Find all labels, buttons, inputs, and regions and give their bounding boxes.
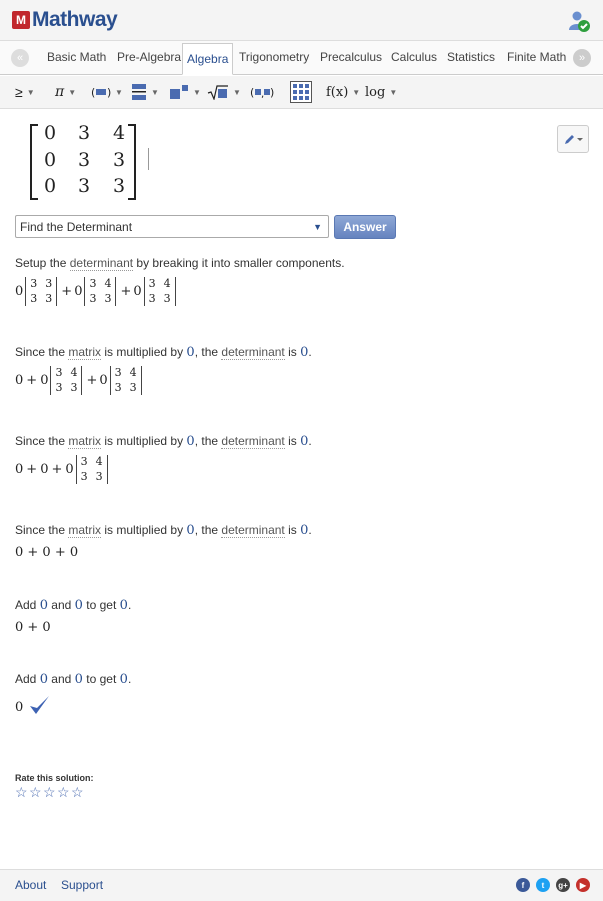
chevron-down-icon: ▼ [151, 87, 159, 97]
ordered-pair-icon [250, 85, 274, 99]
function-menu[interactable] [326, 76, 360, 108]
problem-type-select[interactable] [15, 215, 329, 238]
chevron-down-icon: ▼ [389, 87, 398, 97]
definition-link[interactable]: matrix [68, 345, 102, 359]
matrix-cell: 3 [77, 122, 91, 144]
svg-text:): ) [270, 86, 274, 99]
matrix-cell: 0 [43, 122, 57, 144]
inequality-menu[interactable] [15, 76, 35, 108]
definition-link[interactable]: determinant [221, 434, 285, 448]
selected-option: Find the Determinant [20, 220, 133, 234]
tab-finite-math[interactable]: Finite Math [507, 50, 567, 64]
step-6-text: Add 0 and 0 to get 0. [15, 672, 132, 687]
about-link[interactable]: About [15, 878, 47, 892]
footer [0, 869, 603, 901]
star-icon[interactable]: ☆ [43, 784, 56, 800]
matrix-cell: 4 [112, 122, 126, 144]
svg-text:): ) [107, 86, 111, 98]
step-2-expression: 0 + 0 3 4 3 3 + 0 3 4 3 3 [15, 366, 144, 395]
star-icon[interactable]: ☆ [57, 784, 70, 800]
tab-precalculus[interactable]: Precalculus [320, 50, 383, 64]
step-3-expression: 0 + 0 + 0 3 4 3 3 [15, 455, 110, 484]
tab-trigonometry[interactable]: Trigonometry [239, 50, 310, 64]
square-root-icon [207, 84, 229, 100]
tab-calculus[interactable]: Calculus [391, 50, 438, 64]
function-icon: f(x) [326, 84, 349, 100]
tabs-prev-button[interactable]: « [11, 49, 29, 67]
chevron-down-icon: ▼ [115, 87, 123, 97]
chevron-down-icon: ▼ [313, 222, 322, 232]
final-answer: 0 [15, 700, 24, 715]
svg-text:(: ( [91, 86, 96, 98]
parentheses-icon [91, 86, 111, 98]
chevron-down-icon: ▼ [352, 87, 361, 97]
exponent-icon [169, 84, 189, 100]
step-4-text: Since the matrix is multiplied by 0, the determinant is 0. [15, 523, 312, 538]
matrix-cell: 3 [112, 175, 126, 197]
log-menu[interactable] [365, 76, 397, 108]
exponent-menu[interactable] [169, 76, 201, 108]
tab-statistics[interactable]: Statistics [447, 50, 496, 64]
star-icon[interactable]: ☆ [15, 784, 28, 800]
step-3-text: Since the matrix is multiplied by 0, the determinant is 0. [15, 434, 312, 449]
greater-equal-icon: ≥ [15, 84, 23, 100]
chevron-down-icon: ▼ [26, 87, 35, 97]
matrix-cell: 0 [43, 149, 57, 171]
brackets-menu[interactable] [91, 76, 123, 108]
rate-label: Rate this solution: [15, 773, 94, 783]
matrix-cell: 3 [77, 149, 91, 171]
answer-button[interactable]: Answer [334, 215, 396, 239]
twitter-icon[interactable]: t [536, 878, 550, 892]
svg-text:,: , [261, 89, 265, 99]
fraction-icon [131, 83, 147, 101]
tab-algebra[interactable]: Algebra [182, 43, 233, 75]
star-rating [15, 785, 85, 799]
facebook-icon[interactable]: f [516, 878, 530, 892]
subject-tabs [0, 41, 603, 75]
definition-link[interactable]: matrix [68, 434, 102, 448]
google-plus-icon[interactable]: g+ [556, 878, 570, 892]
app-header [0, 0, 603, 41]
step-1-text: Setup the determinant by breaking it into smaller components. [15, 256, 345, 270]
definition-link[interactable]: determinant [221, 345, 285, 359]
ordered-pair-button[interactable] [250, 76, 274, 108]
right-bracket [128, 124, 136, 200]
support-link[interactable]: Support [61, 878, 104, 892]
matrix-button[interactable] [290, 76, 312, 108]
step-5-text: Add 0 and 0 to get 0. [15, 598, 132, 613]
log-icon: log [365, 84, 386, 100]
step-5-expression: 0 + 0 [15, 620, 51, 635]
chevron-down-icon: ▼ [68, 87, 77, 97]
matrix-input[interactable] [28, 122, 158, 200]
tab-basic-math[interactable]: Basic Math [47, 50, 107, 64]
mathway-logo[interactable] [12, 8, 117, 32]
user-account-icon[interactable] [567, 9, 591, 33]
step-4-expression: 0 + 0 + 0 [15, 545, 79, 560]
checkmark-icon [28, 694, 50, 721]
tabs-next-button[interactable]: » [573, 49, 591, 67]
edit-button[interactable] [557, 125, 589, 153]
star-icon[interactable]: ☆ [71, 784, 84, 800]
logo-text: Mathway [32, 8, 118, 31]
matrix-cell: 3 [77, 175, 91, 197]
star-icon[interactable]: ☆ [29, 784, 42, 800]
matrix-cell: 3 [112, 149, 126, 171]
constants-menu[interactable] [55, 76, 76, 108]
chevron-down-icon: ▼ [193, 87, 201, 97]
tab-pre-algebra[interactable]: Pre-Algebra [117, 50, 182, 64]
pencil-icon [563, 133, 583, 145]
youtube-icon[interactable]: ▶ [576, 878, 590, 892]
step-1-expression: 0 3 3 3 3 + 0 3 4 3 3 + 0 3 4 3 3 [15, 277, 178, 306]
definition-link[interactable]: determinant [69, 256, 134, 270]
chevron-down-icon: ▼ [233, 87, 241, 97]
matrix-grid-icon [290, 81, 312, 103]
text-cursor [148, 148, 149, 170]
definition-link[interactable]: determinant [221, 523, 285, 537]
logo-mark: M [12, 11, 30, 29]
fraction-menu[interactable] [131, 76, 159, 108]
pi-icon: π [55, 84, 65, 100]
matrix-cell: 0 [43, 175, 57, 197]
definition-link[interactable]: matrix [68, 523, 102, 537]
radical-menu[interactable] [207, 76, 241, 108]
math-toolbar [0, 76, 603, 109]
step-2-text: Since the matrix is multiplied by 0, the determinant is 0. [15, 345, 312, 360]
svg-text:(: ( [250, 86, 255, 99]
left-bracket [30, 124, 38, 200]
